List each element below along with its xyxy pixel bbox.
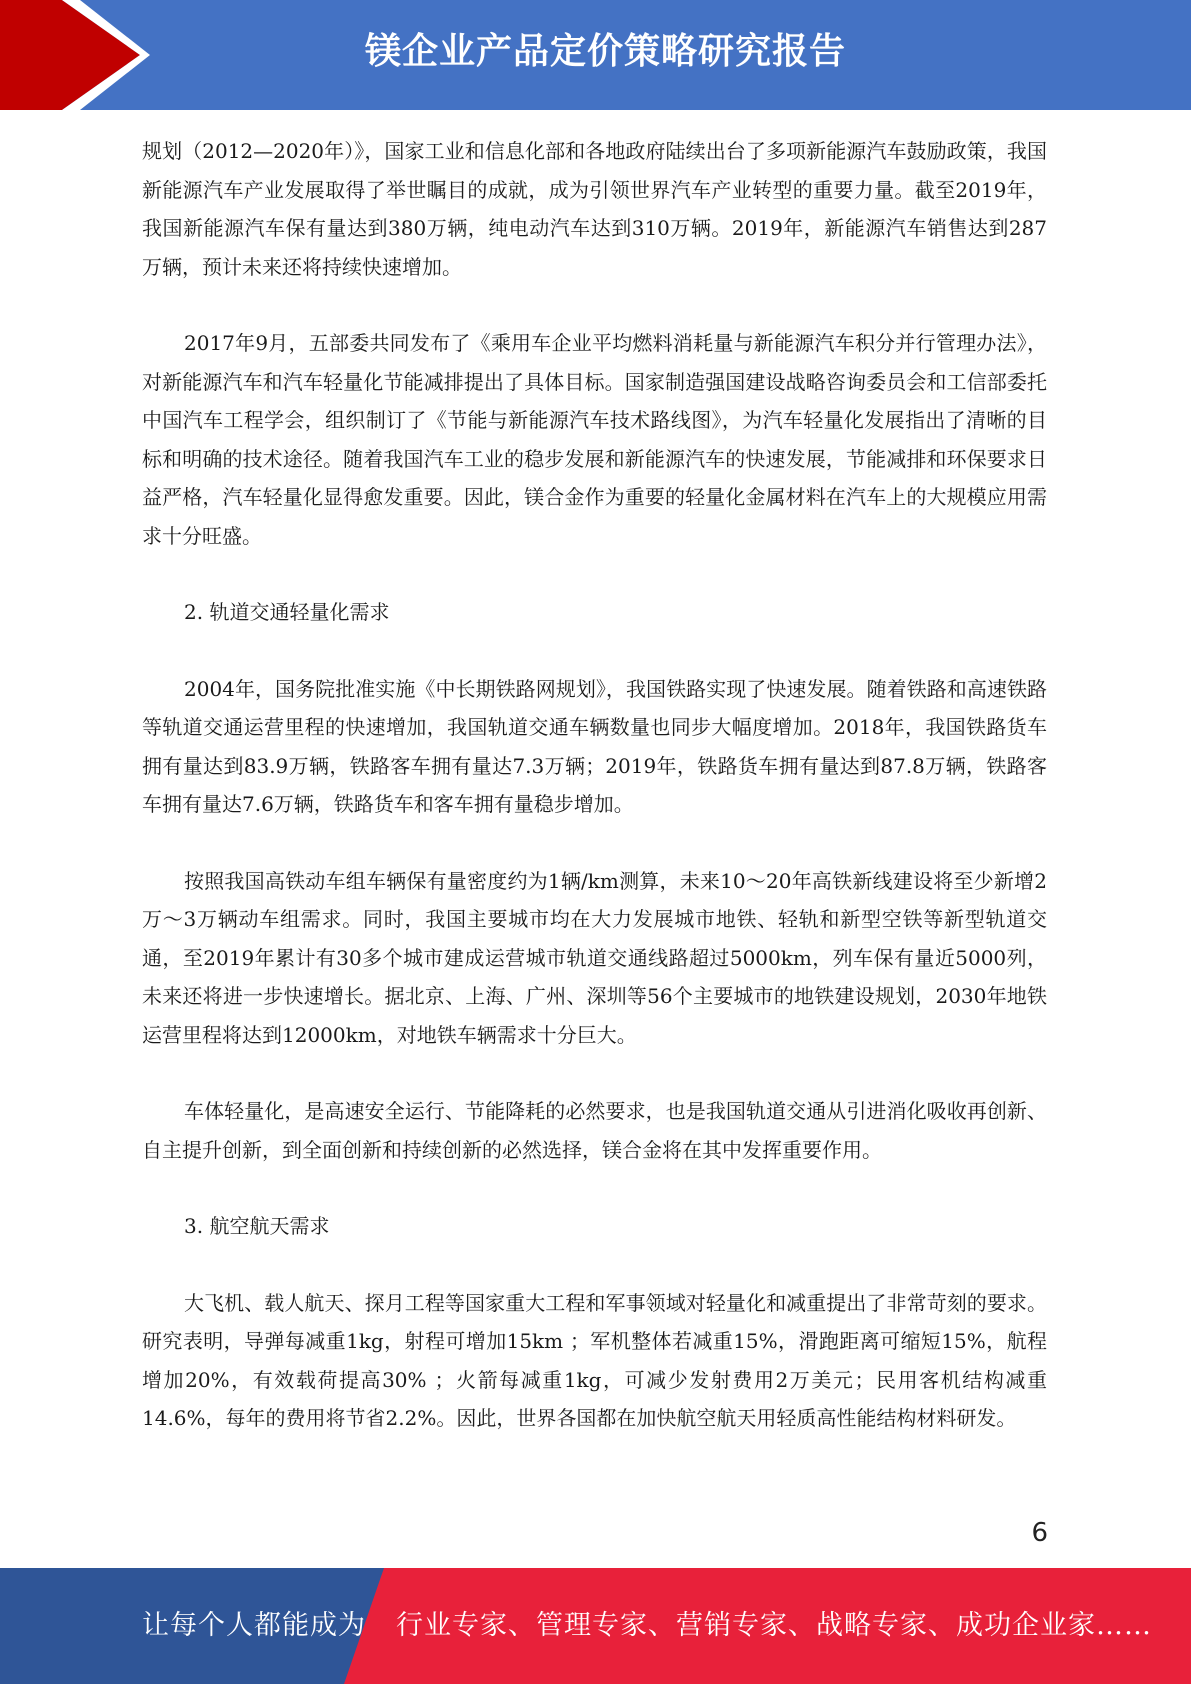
paragraph: 大飞机、载人航天、探月工程等国家重大工程和军事领域对轻量化和减重提出了非常苛刻的要求。研究表明，导弹每减重1kg，射程可增加15km ；军机整体若减重15%，滑跑距离可缩短15%，航程增加20%，有效载荷提高30% ；火箭每减重1kg，可减少发射费用2万美元；民用客机结构减重14.6%，每年的费用将节省2.2%。因此，世界各国都在加快航空航天用轻质高性能结构材料研发。 [142,1290,1047,1430]
paragraph: 车体轻量化，是高速安全运行、节能降耗的必然要求，也是我国轨道交通从引进消化吸收再创新、自主提升创新，到全面创新和持续创新的必然选择，镁合金将在其中发挥重要作用。 [142,1099,1047,1162]
page-number: 6 [1031,1518,1048,1548]
paragraph: 2004年，国务院批准实施《中长期铁路网规划》，我国铁路实现了快速发展。随着铁路和高速铁路等轨道交通运营里程的快速增加，我国轨道交通车辆数量也同步大幅度增加。2018年，我国铁路货车拥有量达到83.9万辆，铁路客车拥有量达7.3万辆；2019年，铁路货车拥有量达到87.8万辆，铁路客车拥有量达7.6万辆，铁路货车和客车拥有量稳步增加。 [142,676,1047,816]
page-footer [0,1568,1191,1684]
page-header [0,0,1191,110]
paragraph: 按照我国高铁动车组车辆保有量密度约为1辆/km测算，未来10～20年高铁新线建设将至少新增2万～3万辆动车组需求。同时，我国主要城市均在大力发展城市地铁、轻轨和新型空铁等新型轨道交通，至2019年累计有30多个城市建成运营城市轨道交通线路超过5000km，列车保有量近5000列，未来还将进一步快速增长。据北京、上海、广州、深圳等56个主要城市的地铁建设规划，2030年地铁运营里程将达到12000km，对地铁车辆需求十分巨大。 [142,868,1047,1047]
footer-slogan-right: 行业专家、管理专家、营销专家、战略专家、成功企业家…… [396,1610,1152,1641]
section-heading: 3. 航空航天需求 [184,1214,330,1238]
footer-slogan-left: 让每个人都能成为 [142,1610,366,1641]
paragraph: 2017年9月，五部委共同发布了《乘用车企业平均燃料消耗量与新能源汽车积分并行管理办法》，对新能源汽车和汽车轻量化节能减排提出了具体目标。国家制造强国建设战略咨询委员会和工信部委托中国汽车工程学会，组织制订了《节能与新能源汽车技术路线图》，为汽车轻量化发展指出了清晰的目标和明确的技术途径。随着我国汽车工业的稳步发展和新能源汽车的快速发展，节能减排和环保要求日益严格，汽车轻量化显得愈发重要。因此，镁合金作为重要的轻量化金属材料在汽车上的大规模应用需求十分旺盛。 [142,331,1047,548]
paragraph: 规划（2012—2020年）》，国家工业和信息化部和各地政府陆续出台了多项新能源汽车鼓励政策，我国新能源汽车产业发展取得了举世瞩目的成就，成为引领世界汽车产业转型的重要力量。截至2019年，我国新能源汽车保有量达到380万辆，纯电动汽车达到310万辆。2019年，新能源汽车销售达到287万辆，预计未来还将持续快速增加。 [142,139,1047,279]
body-text [142,132,1047,1438]
page-title: 镁企业产品定价策略研究报告 [364,31,846,72]
section-heading: 2. 轨道交通轻量化需求 [184,600,390,624]
